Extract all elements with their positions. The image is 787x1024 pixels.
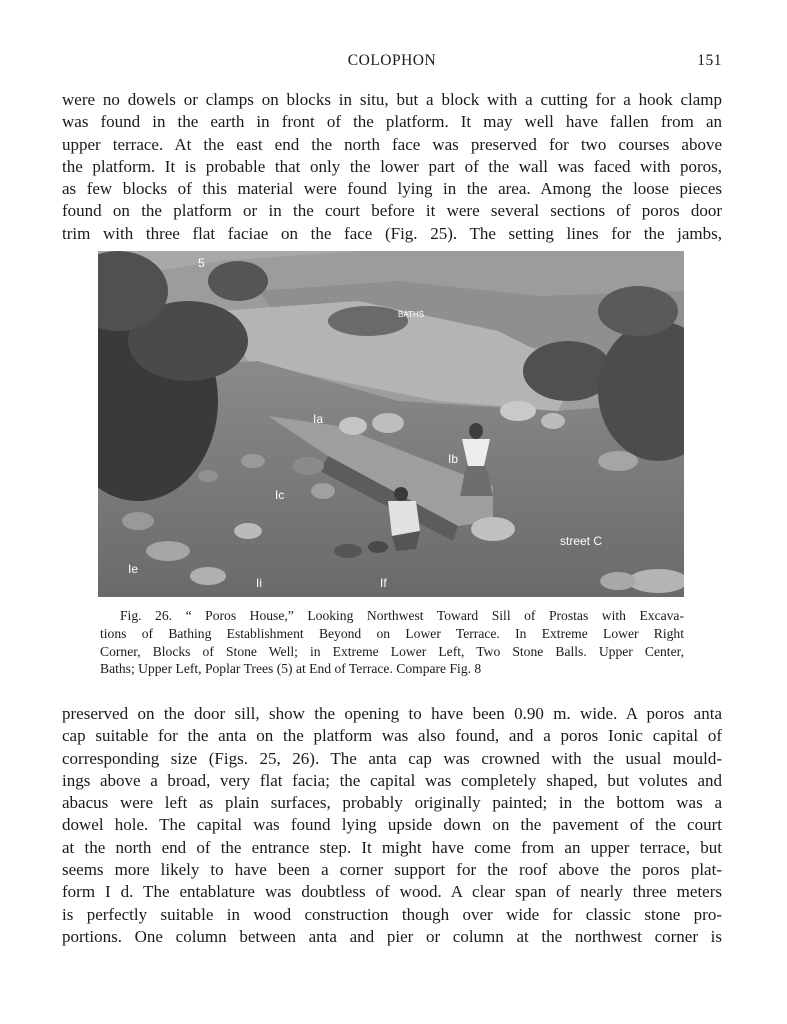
caption-line: Fig. 26. “ Poros House,” Looking Northwest Toward Sill of Prostas with Excava- <box>120 608 684 623</box>
paragraph-line: the platform. It is probable that only the lower part of the wall was faced with poros, <box>62 156 722 176</box>
page-number: 151 <box>697 52 722 69</box>
paragraph-line: is perfectly suitable in wood construction though over wide for classic stone pro- <box>62 904 722 924</box>
paragraph-line: found on the platform or in the court before it were several sections of poros door <box>62 201 722 221</box>
paragraph-line: as few blocks of this material were found lying in the area. Among the loose pieces <box>62 179 722 199</box>
paragraph-line: dowel hole. The capital was found lying upside down on the pavement of the court <box>62 815 722 835</box>
label-lf: If <box>380 576 387 590</box>
paragraph-line: was found in the earth in front of the platform. It may well have fallen from an <box>62 112 722 132</box>
figure-photograph <box>98 251 684 597</box>
label-li: Ii <box>256 576 262 590</box>
caption-line: tions of Bathing Establishment Beyond on Lower Terrace. In Extreme Lower Right <box>100 625 684 641</box>
running-header <box>62 52 722 74</box>
paragraph-line: seems more likely to have been a corner support for the roof above the poros plat- <box>62 860 722 880</box>
caption-line: Baths; Upper Left, Poplar Trees (5) at End of Terrace. Compare Fig. 8 <box>100 661 482 677</box>
paragraph-line: upper terrace. At the east end the north face was preserved for two courses above <box>62 134 722 154</box>
paragraph-line: portions. One column between anta and pier or column at the northwest corner is <box>62 926 722 946</box>
paragraph-line: trim with three flat faciae on the face (Fig. 25). The setting lines for the jambs, <box>62 223 722 243</box>
paragraph-line: cap suitable for the anta on the platform was also found, and a poros Ionic capital of <box>62 726 722 746</box>
paragraph-line: ings above a broad, very flat facia; the capital was completely shaped, but volutes and <box>62 770 722 790</box>
paragraph-line: corresponding size (Figs. 25, 26). The anta cap was crowned with the usual mould- <box>62 748 722 768</box>
paragraph-line: form I d. The entablature was doubtless of wood. A clear span of nearly three meters <box>62 882 722 902</box>
paragraph-top <box>62 89 722 245</box>
label-le: Ie <box>128 562 139 576</box>
paragraph-line: abacus were left as plain surfaces, probably originally painted; in the bottom was a <box>62 793 722 813</box>
caption-line: Corner, Blocks of Stone Well; in Extreme Lower Left, Two Stone Balls. Upper Center, <box>100 643 684 659</box>
label-baths: BATHS <box>398 310 425 319</box>
label-lc: Ic <box>275 488 285 502</box>
label-poplar: 5 <box>198 256 205 270</box>
paragraph-line: were no dowels or clamps on blocks in situ, but a block with a cutting for a hook clamp <box>62 90 722 109</box>
label-la: Ia <box>313 412 324 426</box>
paragraph-bottom <box>62 703 722 948</box>
figure-caption <box>100 607 684 678</box>
paragraph-line: at the north end of the entrance step. It might have come from an upper terrace, but <box>62 837 722 857</box>
running-title: COLOPHON <box>347 52 437 69</box>
label-lb: Ib <box>448 452 459 466</box>
excavation-photo <box>98 251 684 597</box>
paragraph-line: preserved on the door sill, show the opening to have been 0.90 m. wide. A poros anta <box>62 704 722 723</box>
label-street: street C <box>560 534 603 548</box>
